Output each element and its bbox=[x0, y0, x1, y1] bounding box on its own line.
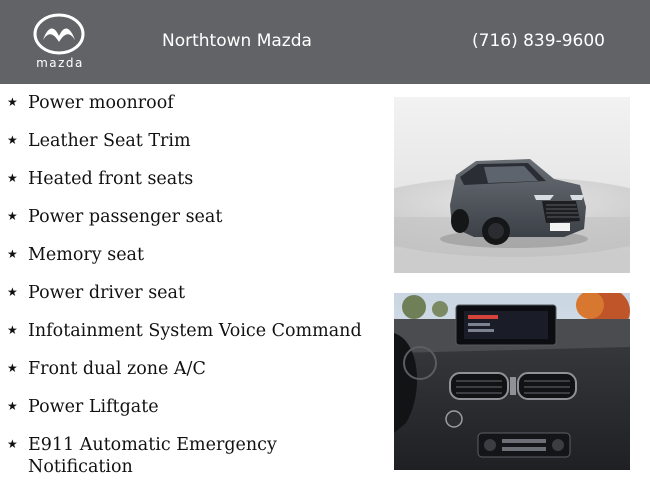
feature-text: Heated front seats bbox=[28, 169, 194, 189]
feature-text: Leather Seat Trim bbox=[28, 131, 191, 151]
star-icon: ★ bbox=[7, 285, 18, 299]
vehicle-interior-photo[interactable] bbox=[394, 293, 630, 470]
feature-text: Front dual zone A/C bbox=[28, 359, 206, 379]
star-icon: ★ bbox=[7, 437, 18, 451]
star-icon: ★ bbox=[7, 399, 18, 413]
star-icon: ★ bbox=[7, 247, 18, 261]
feature-text: Infotainment System Voice Command bbox=[28, 321, 362, 341]
dealer-name[interactable]: Northtown Mazda bbox=[162, 31, 312, 51]
feature-text: E911 Automatic Emergency Notification bbox=[28, 435, 277, 477]
feature-text: Power passenger seat bbox=[28, 207, 223, 227]
header-bar bbox=[0, 0, 650, 84]
brand-wordmark: mazda bbox=[36, 56, 84, 70]
dealer-phone[interactable]: (716) 839-9600 bbox=[472, 31, 605, 51]
feature-text: Power moonroof bbox=[28, 93, 174, 113]
star-icon: ★ bbox=[7, 361, 18, 375]
star-icon: ★ bbox=[7, 323, 18, 337]
feature-text: Power Liftgate bbox=[28, 397, 159, 417]
star-icon: ★ bbox=[7, 209, 18, 223]
vehicle-exterior-photo[interactable] bbox=[394, 97, 630, 273]
star-icon: ★ bbox=[7, 95, 18, 109]
feature-text: Memory seat bbox=[28, 245, 145, 265]
feature-text: Power driver seat bbox=[28, 283, 186, 303]
star-icon: ★ bbox=[7, 133, 18, 147]
star-icon: ★ bbox=[7, 171, 18, 185]
